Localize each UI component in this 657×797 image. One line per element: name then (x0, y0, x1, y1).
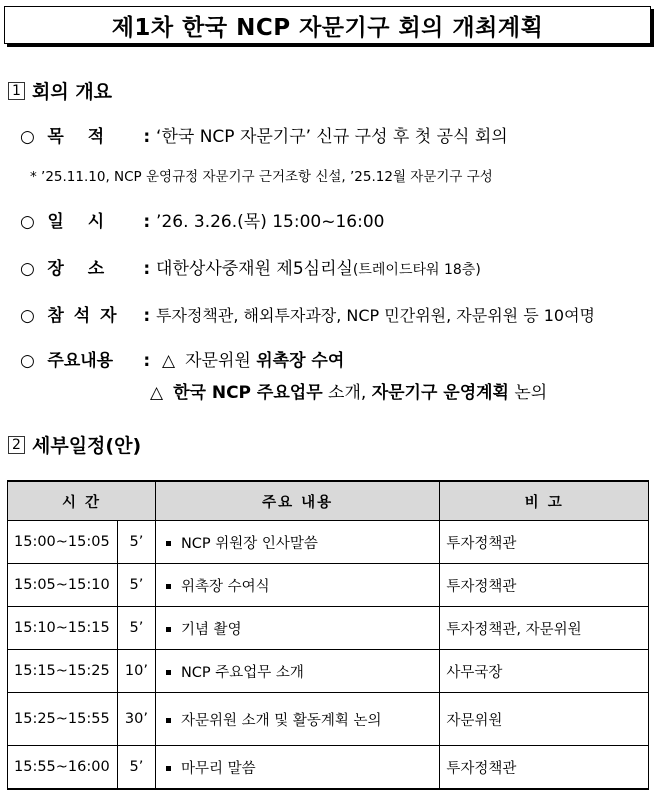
row-duration: 5’ (117, 521, 155, 564)
attendees-text: 투자정책관, 해외투자과장, NCP 민간위원, 자문위원 등 10여명 (156, 306, 596, 325)
row-content-text: 자문위원 소개 및 활동계획 논의 (180, 712, 382, 729)
place-label: 장 소 (47, 259, 105, 279)
row-time: 15:25~15:55 (8, 693, 118, 746)
row-content-text: 기념 촬영 (180, 621, 242, 638)
row-time: 15:05~15:10 (8, 564, 118, 607)
row-duration: 5’ (117, 746, 155, 790)
row-note: 자문위원 (440, 693, 649, 746)
bullet-circle: ○ (20, 212, 35, 232)
row-content (155, 521, 439, 564)
page-title-box (4, 6, 651, 44)
row-duration: 10’ (117, 650, 155, 693)
row-note: 투자정책관 (440, 521, 649, 564)
table-row (8, 650, 649, 693)
table-row (8, 607, 649, 650)
row-note: 투자정책관 (440, 564, 649, 607)
attendees-row: ○ 참 석 자 : 투자정책관, 해외투자과장, NCP 민간위원, 자문위원 등 10여명 (20, 301, 595, 326)
square-bullet-icon (166, 541, 171, 546)
attendees-label: 참 석 자 (47, 306, 119, 326)
square-bullet-icon (166, 718, 171, 723)
row-note: 투자정책관, 자문위원 (440, 607, 649, 650)
agenda-item-1-bold: 위촉장 수여 (256, 351, 345, 371)
row-content (155, 693, 439, 746)
place-text: 대한상사중재원 제5심리실 (156, 259, 353, 279)
row-note: 투자정책관 (440, 746, 649, 790)
table-row (8, 564, 649, 607)
row-content (155, 607, 439, 650)
header-content: 주요 내용 (155, 481, 439, 521)
date-label: 일 시 (47, 212, 105, 232)
row-time: 15:15~15:25 (8, 650, 118, 693)
square-bullet-icon (166, 584, 171, 589)
purpose-footnote: * ’25.11.10, NCP 운영규정 자문기구 근거조항 신설, ’25.12월 자문기구 구성 (30, 169, 493, 185)
section-2-title: 세부일정(안) (32, 435, 142, 457)
bullet-circle: ○ (20, 259, 35, 279)
page-title: 제1차 한국 NCP 자문기구 회의 개최계획 (111, 14, 544, 41)
purpose-row: ○ 목 적 : ‘한국 NCP 자문기구’ 신규 구성 후 첫 공식 회의 (20, 122, 508, 147)
section-1-heading (8, 77, 112, 104)
table-row (8, 693, 649, 746)
row-time: 15:55~16:00 (8, 746, 118, 790)
row-duration: 5’ (117, 564, 155, 607)
square-bullet-icon (166, 670, 171, 675)
row-content (155, 746, 439, 790)
agenda-label: 주요내용 (47, 351, 114, 371)
row-content-text: 마무리 말씀 (180, 760, 256, 777)
section-2-number: 2 (8, 436, 25, 454)
row-time: 15:00~15:05 (8, 521, 118, 564)
table-row (8, 746, 649, 790)
row-content (155, 564, 439, 607)
schedule-header-row (8, 481, 649, 521)
agenda-row-1: ○ 주요내용 : △ 자문위원 위촉장 수여 (20, 346, 344, 371)
place-subtext: (트레이드타워 18층) (352, 262, 481, 278)
table-row (8, 521, 649, 564)
section-2-heading (8, 431, 141, 458)
row-duration: 5’ (117, 607, 155, 650)
agenda-item-2-post: 논의 (508, 383, 548, 403)
schedule-table (7, 480, 649, 790)
agenda-row-2 (150, 378, 547, 403)
bullet-circle: ○ (20, 351, 35, 371)
agenda-item-1-pre: 자문위원 (185, 351, 257, 371)
agenda-item-2-mid: 소개, (322, 383, 372, 403)
square-bullet-icon (166, 766, 171, 771)
date-text: ’26. 3.26.(목) 15:00~16:00 (156, 212, 385, 232)
bullet-circle: ○ (20, 306, 35, 326)
header-time: 시 간 (8, 481, 156, 521)
row-content-text: NCP 주요업무 소개 (180, 664, 304, 681)
section-1-number: 1 (8, 82, 25, 100)
row-duration: 30’ (117, 693, 155, 746)
bullet-circle: ○ (20, 127, 35, 147)
square-bullet-icon (166, 627, 171, 632)
header-note: 비 고 (440, 481, 649, 521)
row-content (155, 650, 439, 693)
purpose-label: 목 적 (47, 127, 105, 147)
place-row: ○ 장 소 : 대한상사중재원 제5심리실(트레이드타워 18층) (20, 254, 481, 279)
triangle-marker: △ (162, 351, 176, 371)
purpose-text: ‘한국 NCP 자문기구’ 신규 구성 후 첫 공식 회의 (156, 127, 508, 147)
row-content-text: 위촉장 수여식 (180, 578, 270, 595)
row-note: 사무국장 (440, 650, 649, 693)
date-row: ○ 일 시 : ’26. 3.26.(목) 15:00~16:00 (20, 207, 384, 232)
row-content-text: NCP 위원장 인사말씀 (180, 535, 318, 552)
agenda-item-2-bold-1: 한국 NCP 주요업무 (173, 383, 323, 403)
triangle-marker: △ (150, 383, 164, 403)
section-1-title: 회의 개요 (32, 81, 113, 103)
agenda-item-2-bold-2: 자문기구 운영계획 (371, 383, 509, 403)
row-time: 15:10~15:15 (8, 607, 118, 650)
